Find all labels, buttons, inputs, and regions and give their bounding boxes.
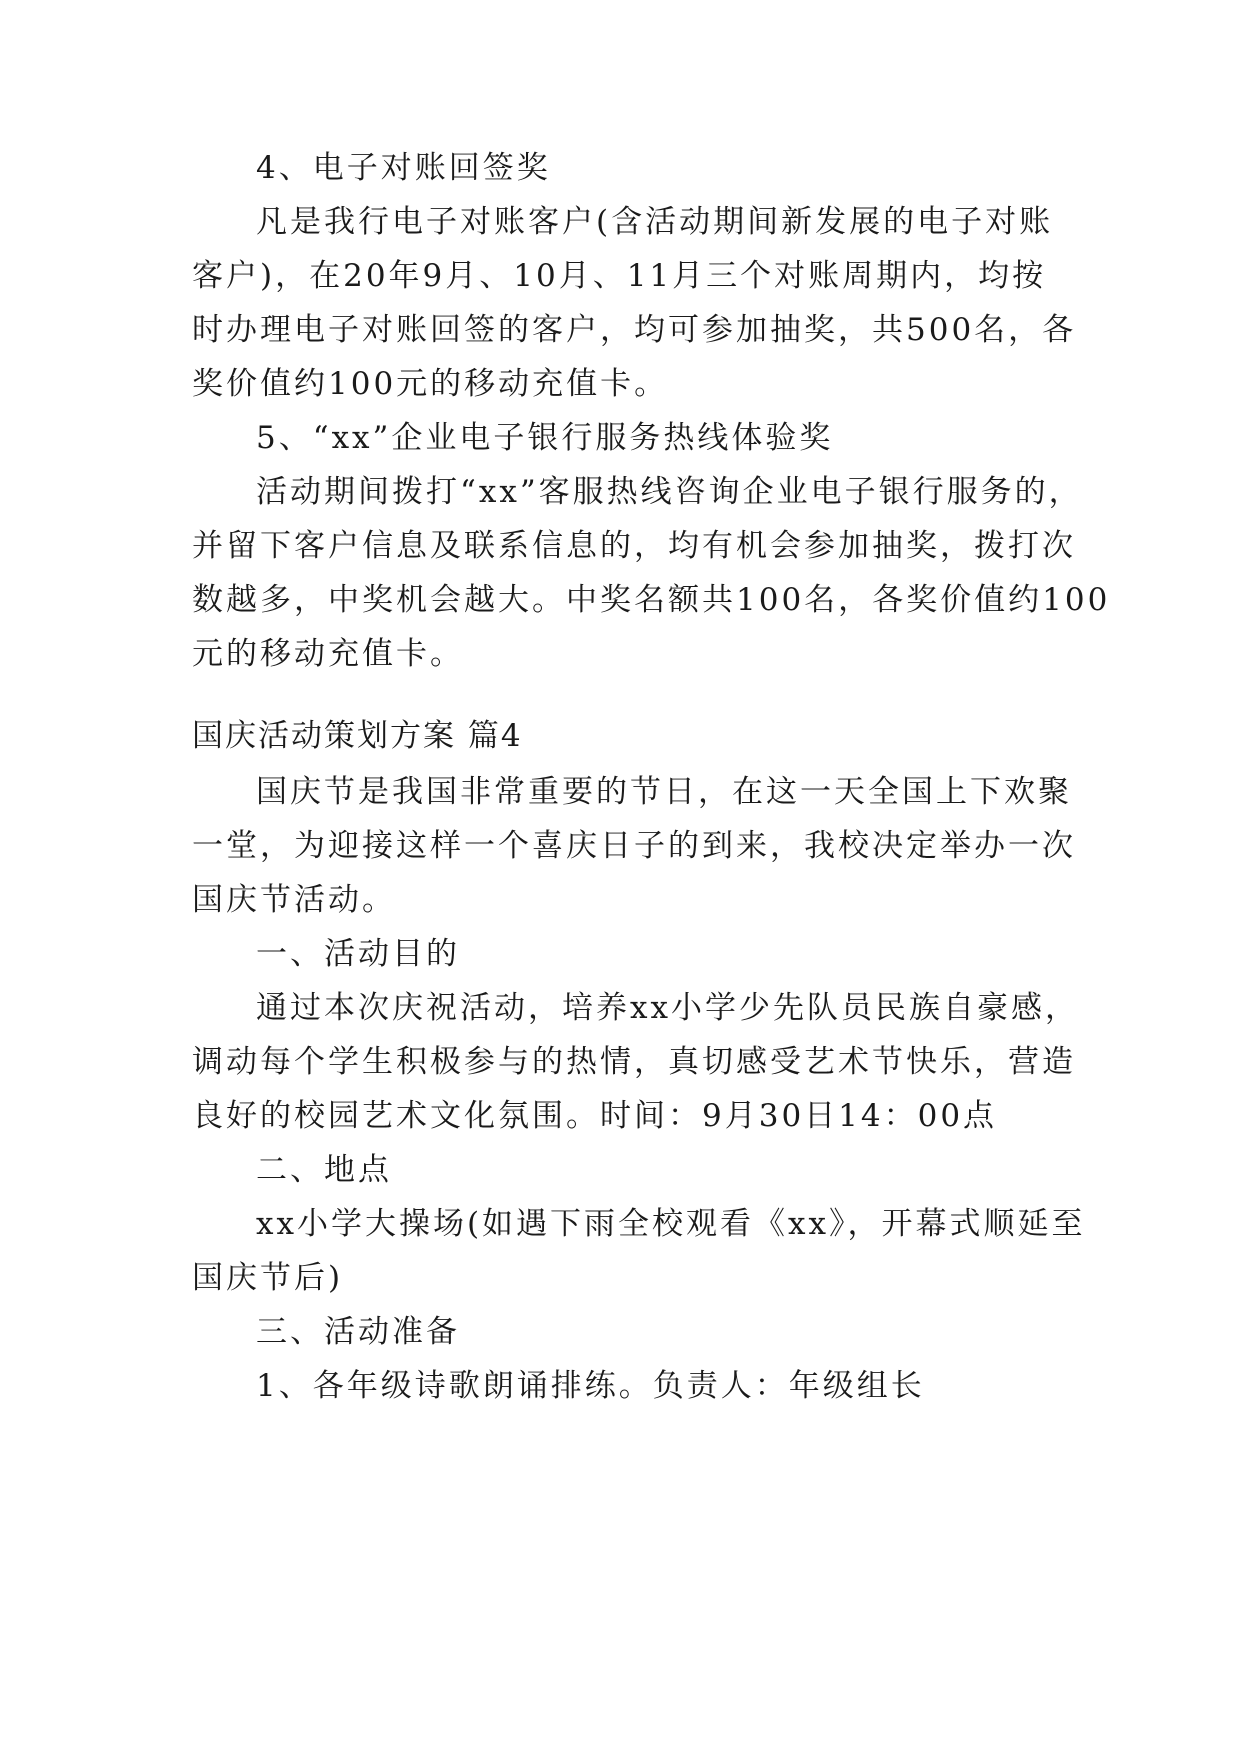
paragraph-line: 国庆节活动。 (192, 882, 396, 918)
paragraph-line: xx小学大操场(如遇下雨全校观看《xx》，开幕式顺延至 (256, 1206, 1086, 1242)
paragraph-line: 客户)，在20年9月、10月、11月三个对账周期内，均按 (192, 258, 1047, 294)
paragraph-line: 时办理电子对账回签的客户，均可参加抽奖，共500名，各 (192, 312, 1077, 348)
paragraph-line: 活动期间拨打“xx”客服热线咨询企业电子银行服务的， (256, 474, 1083, 510)
paragraph-line: 国庆节是我国非常重要的节日，在这一天全国上下欢聚 (256, 774, 1072, 810)
paragraph-line: 国庆节后) (192, 1260, 344, 1296)
paragraph-line: 调动每个学生积极参与的热情，真切感受艺术节快乐，营造 (192, 1044, 1076, 1080)
paragraph-line: 元的移动充值卡。 (192, 636, 464, 672)
paragraph-line: 1、各年级诗歌朗诵排练。负责人：年级组长 (256, 1368, 925, 1404)
paragraph-line: 一堂，为迎接这样一个喜庆日子的到来，我校决定举办一次 (192, 828, 1076, 864)
section-heading: 三、活动准备 (256, 1314, 460, 1350)
paragraph-line: 凡是我行电子对账客户(含活动期间新发展的电子对账 (256, 204, 1054, 240)
section-4-heading: 4、电子对账回签奖 (256, 150, 551, 186)
section-5-heading: 5、“xx”企业电子银行服务热线体验奖 (256, 420, 834, 456)
article-title: 国庆活动策划方案 篇4 (192, 718, 523, 754)
paragraph-line: 奖价值约100元的移动充值卡。 (192, 366, 669, 402)
paragraph-line: 并留下客户信息及联系信息的，均有机会参加抽奖，拨打次 (192, 528, 1076, 564)
paragraph-line: 数越多，中奖机会越大。中奖名额共100名，各奖价值约100 (192, 582, 1111, 618)
section-heading: 一、活动目的 (256, 936, 460, 972)
paragraph-line: 通过本次庆祝活动，培养xx小学少先队员民族自豪感， (256, 990, 1079, 1026)
section-heading: 二、地点 (256, 1152, 392, 1188)
paragraph-line: 良好的校园艺术文化氛围。时间：9月30日14：00点 (192, 1098, 998, 1134)
